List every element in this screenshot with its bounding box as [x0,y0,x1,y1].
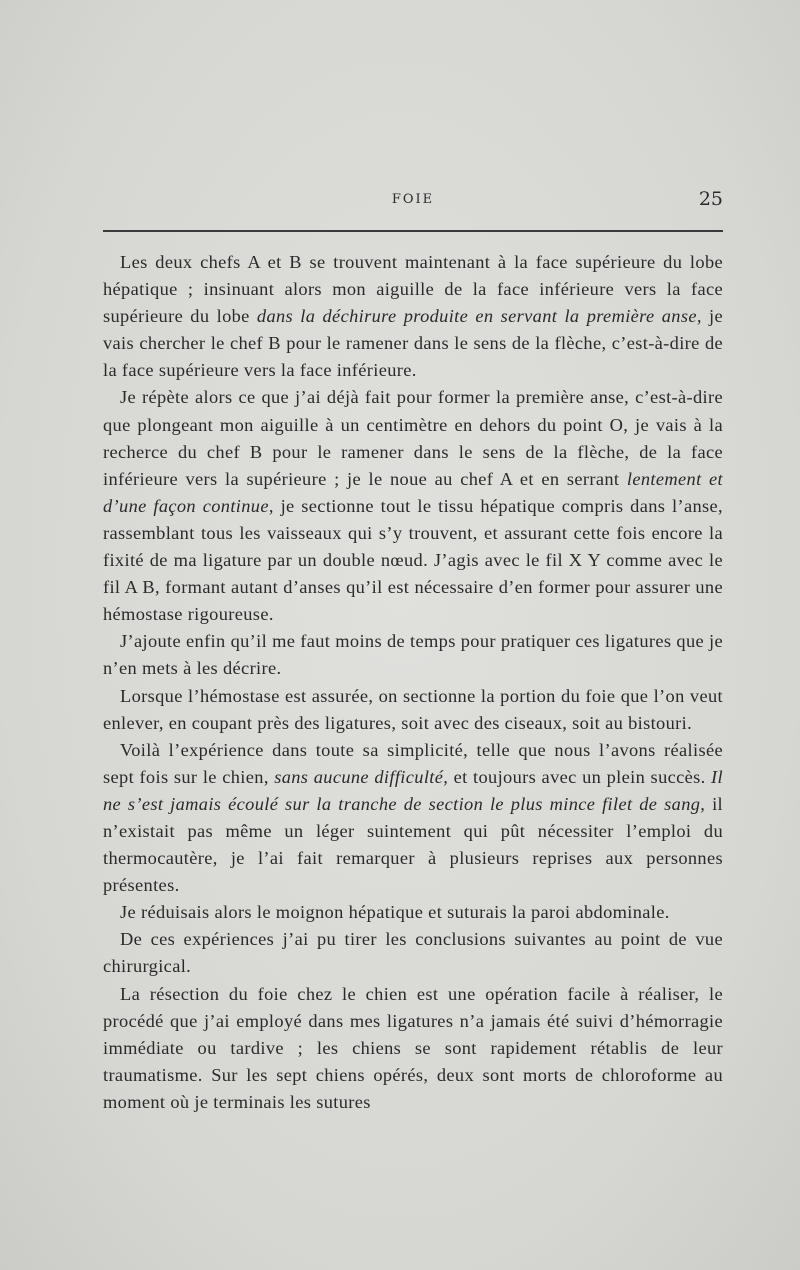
text-run: La résection du foie chez le chien est une opération facile à réaliser, le procédé que j’ai employé dans mes ligatures n’a jamais été suivi d’hémorragie immédiate ou tardive ; les chiens se sont rapidement rétablis de leur traumatisme. Sur les sept chiens opérés, deux sont morts de chloroforme au moment où je terminais les sutures [103,983,723,1112]
text-run: Je réduisais alors le moignon hépatique et suturais la paroi abdominale. [120,902,670,923]
text-run: Lorsque l’hémostase est assurée, on sectionne la portion du foie que l’on veut enlever, en coupant près des ligatures, soit avec des ciseaux, soit au bistouri. [103,685,723,733]
header-rule [103,230,723,232]
page-header [103,188,723,212]
text-run: je vais chercher le chef B pour le ramener dans le sens de la flèche, c’est-à-dire de la face supérieure vers la face inférieure. [103,306,723,381]
italic-text: sans aucune difficulté, [274,766,449,787]
italic-text: lentement et d’une façon continue, [103,468,724,516]
paragraph [103,249,723,384]
italic-text: Il ne s’est jamais écoulé sur la tranche de section le plus mince filet de sang, [103,766,723,814]
body-text [103,249,723,1116]
text-run: J’ajoute enfin qu’il me faut moins de temps pour pratiquer ces ligatures que je n’en mets à les décrire. [103,631,723,679]
paragraph [103,737,723,900]
text-run: et toujours avec un plein succès. [448,766,712,787]
paragraph [103,899,723,926]
paragraph [103,981,723,1116]
page-number: 25 [698,188,723,210]
text-run: il n’existait pas même un léger suintement qui pût nécessiter l’emploi du thermocautère, je l’ai fait remarquer à plusieurs reprises aux personnes présentes. [103,793,723,896]
running-title: FOIE [391,192,435,207]
paragraph [103,683,723,737]
text-run: Les deux chefs A et B se trouvent maintenant à la face supérieure du lobe hépatique ; insinuant alors mon aiguille de la face inférieure vers la face supérieure du lobe [103,252,723,327]
text-run: je sectionne tout le tissu hépatique compris dans l’anse, rassemblant tous les vaisseaux qui s’y trouvent, et assurant cette fois encore la fixité de ma ligature par un double nœud. J’agis avec le fil X Y comme avec le fil A B, formant autant d’anses qu’il est nécessaire d’en former pour assurer une hémostase rigoureuse. [103,495,724,625]
italic-text: dans la déchirure produite en servant la première anse, [256,306,702,327]
paragraph [103,384,723,628]
text-run: Voilà l’expérience dans toute sa simplicité, telle que nous l’avons réalisée sept fois sur le chien, [103,739,723,787]
text-run: Je répète alors ce que j’ai déjà fait pour former la première anse, c’est-à-dire que plongeant mon aiguille à un centimètre en dehors du point O, je vais à la recherce du chef B pour le ramener dans le sens de la flèche, de la face inférieure vers la supérieure ; je le noue au chef A et en serrant [103,387,723,489]
paragraph [103,628,723,682]
text-run: De ces expériences j’ai pu tirer les conclusions suivantes au point de vue chirurgical. [103,929,723,977]
paragraph [103,926,723,980]
